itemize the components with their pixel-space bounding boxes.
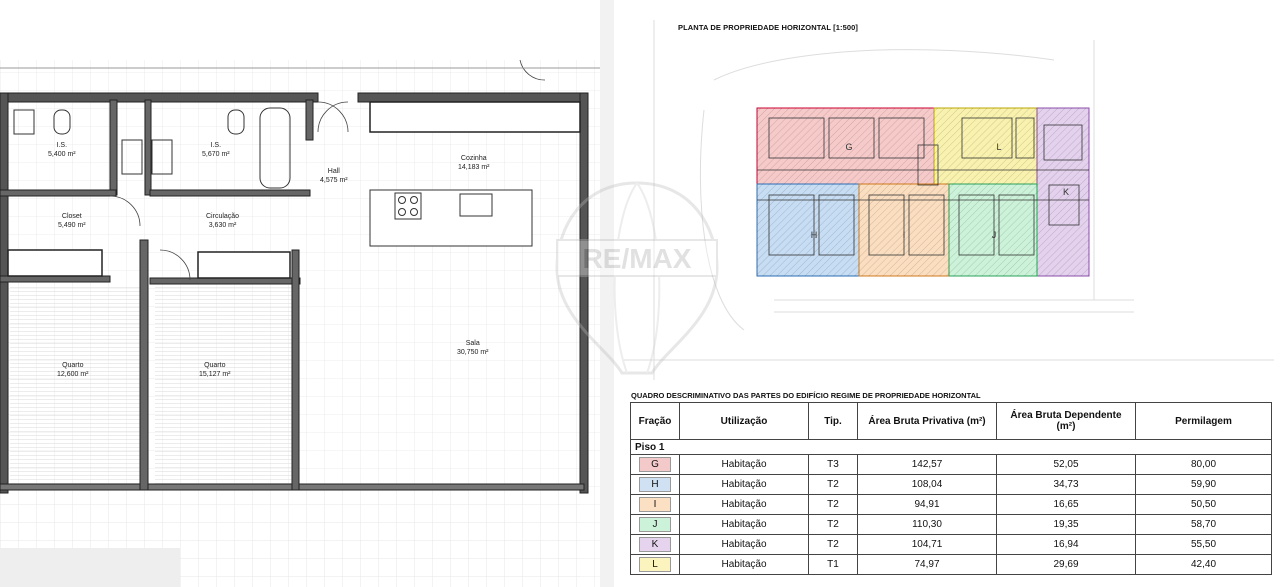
cell-utilizacao: Habitação [680,475,809,495]
table-title: QUADRO DESCRIMINATIVO DAS PARTES DO EDIFÍCIO REGIME DE PROPRIEDADE HORIZONTAL [631,391,981,400]
cell-area-dependente: 34,73 [997,475,1136,495]
apartment-floor-plan [0,0,600,587]
room-name: Cozinha [460,155,487,162]
room-label-circulacao [206,212,239,230]
room-label-sala [457,339,489,357]
room-name: Hall [327,168,340,175]
cell-utilizacao: Habitação [680,515,809,535]
room-area: 5,400 m² [48,151,76,158]
room-label-closet [58,212,86,230]
fraction-swatch: G [639,457,671,472]
room-label-is-2 [202,141,230,159]
floor-plan-drawing [0,0,600,587]
room-area: 3,630 m² [208,222,237,229]
cell-tip: T2 [809,535,858,555]
cell-fracao [631,555,680,575]
room-area: 15,127 m² [199,371,231,378]
header-utilizacao: Utilização [680,403,809,440]
cell-area-dependente: 52,05 [997,455,1136,475]
block-label-j: J [991,230,997,240]
cell-utilizacao: Habitação [680,555,809,575]
cell-area-dependente: 19,35 [997,515,1136,535]
room-name: Closet [61,213,82,220]
cell-tip: T2 [809,475,858,495]
fraction-swatch: J [639,517,671,532]
cell-area-dependente: 29,69 [997,555,1136,575]
room-area: 5,670 m² [202,151,230,158]
cell-area-privativa: 94,91 [858,495,997,515]
cell-tip: T3 [809,455,858,475]
header-area-dependente: Área Bruta Dependente (m²) [997,403,1136,440]
table-row [631,515,1272,535]
floor-label: Piso 1 [631,440,1272,455]
property-sheet [614,0,1280,587]
room-area: 5,490 m² [58,222,86,229]
room-label-quarto-1 [57,361,89,379]
room-label-cozinha [458,154,490,172]
fraction-swatch: I [639,497,671,512]
room-area: 12,600 m² [57,371,89,378]
room-label-quarto-2 [199,361,231,379]
fractions-table [630,402,1272,575]
header-permilagem: Permilagem [1136,403,1272,440]
block-label-k: K [1062,187,1070,197]
room-name: I.S. [56,142,68,149]
cell-area-privativa: 104,71 [858,535,997,555]
table-row [631,455,1272,475]
table-header-row [631,403,1272,440]
table-row [631,535,1272,555]
cell-area-privativa: 142,57 [858,455,997,475]
header-tip: Tip. [809,403,858,440]
header-area-privativa: Área Bruta Privativa (m²) [858,403,997,440]
site-plan-title: PLANTA DE PROPRIEDADE HORIZONTAL [1:500] [678,23,858,32]
cell-area-privativa: 74,97 [858,555,997,575]
cell-fracao [631,455,680,475]
header-fracao: Fração [631,403,680,440]
cell-tip: T1 [809,555,858,575]
room-label-hall [320,167,348,185]
fraction-swatch: H [639,477,671,492]
room-name: I.S. [210,142,222,149]
cell-area-privativa: 108,04 [858,475,997,495]
table-row [631,475,1272,495]
room-area: 4,575 m² [320,177,348,184]
cell-tip: T2 [809,515,858,535]
cell-area-privativa: 110,30 [858,515,997,535]
block-label-g: G [845,142,853,152]
block-label-l: L [996,142,1002,152]
cell-area-dependente: 16,65 [997,495,1136,515]
site-plan-drawing [614,0,1280,390]
cell-utilizacao: Habitação [680,495,809,515]
room-name: Sala [465,340,480,347]
room-area: 14,183 m² [458,164,490,171]
cell-permilagem: 55,50 [1136,535,1272,555]
block-label-i: I [902,230,906,240]
cell-fracao [631,515,680,535]
room-name: Circulação [206,213,240,220]
cell-utilizacao: Habitação [680,455,809,475]
cell-fracao [631,535,680,555]
panel-divider [600,0,614,587]
cell-permilagem: 58,70 [1136,515,1272,535]
cell-tip: T2 [809,495,858,515]
watermark-text: RE/MAX [582,243,692,274]
cell-permilagem: 80,00 [1136,455,1272,475]
cell-fracao [631,495,680,515]
block-label-h: H [810,230,818,240]
floor-row [631,440,1272,455]
room-label-is-1 [48,141,76,159]
cell-permilagem: 50,50 [1136,495,1272,515]
cell-permilagem: 42,40 [1136,555,1272,575]
cell-utilizacao: Habitação [680,535,809,555]
table-row [631,495,1272,515]
fraction-swatch: L [639,557,671,572]
fraction-swatch: K [639,537,671,552]
room-name: Quarto [62,362,84,369]
cell-area-dependente: 16,94 [997,535,1136,555]
table-row [631,555,1272,575]
cell-fracao [631,475,680,495]
room-name: Quarto [204,362,226,369]
cell-permilagem: 59,90 [1136,475,1272,495]
room-area: 30,750 m² [457,349,489,356]
